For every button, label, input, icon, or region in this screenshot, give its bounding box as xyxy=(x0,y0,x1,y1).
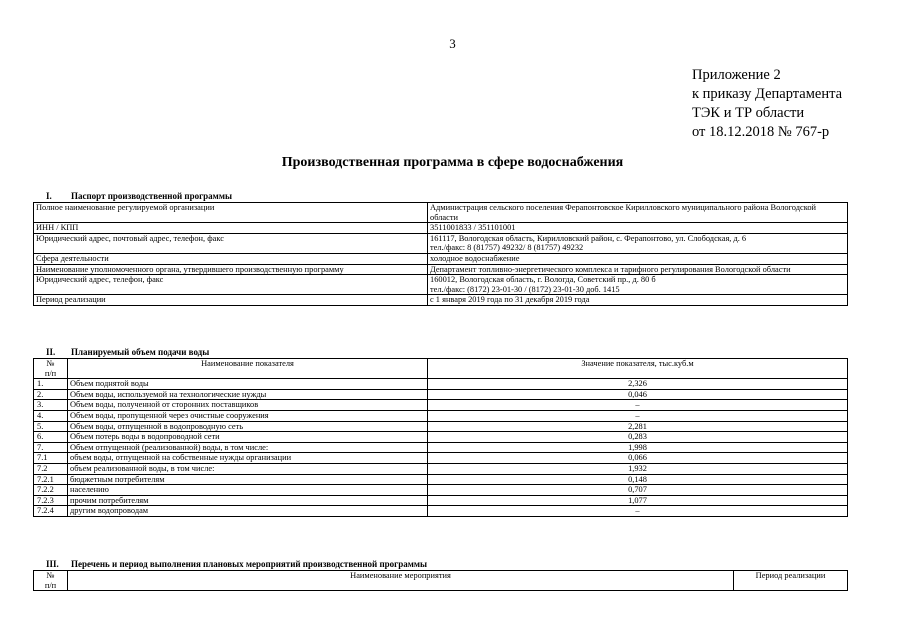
section-3-number: III. xyxy=(46,559,59,569)
row-number: 7. xyxy=(34,442,68,453)
row-value: 1,077 xyxy=(428,495,848,506)
measures-table xyxy=(33,570,848,591)
table-row xyxy=(34,233,848,253)
row-number: 7.2.2 xyxy=(34,485,68,496)
passport-value-cell xyxy=(428,275,848,295)
appendix-line-2: к приказу Департамента xyxy=(692,86,843,102)
column-header-number xyxy=(34,359,68,379)
row-number: 7.2 xyxy=(34,463,68,474)
header-num-line-2: п/п xyxy=(44,368,57,378)
header-num-line-1: № xyxy=(46,359,55,368)
row-value: 0,148 xyxy=(428,474,848,485)
table-row xyxy=(34,474,848,485)
row-number: 6. xyxy=(34,432,68,443)
row-number: 1. xyxy=(34,379,68,390)
table-row xyxy=(34,421,848,432)
passport-label: Полное наименование регулируемой организации xyxy=(34,203,428,223)
table-row xyxy=(34,295,848,306)
column-header-value: Значение показателя, тыс.куб.м xyxy=(428,359,848,379)
document-title: Производственная программа в сфере водоснабжения xyxy=(281,155,624,170)
row-value: 2,326 xyxy=(428,379,848,390)
table-row xyxy=(34,432,848,443)
row-name: бюджетным потребителям xyxy=(68,474,428,485)
row-value: – xyxy=(428,400,848,411)
row-value: 1,932 xyxy=(428,463,848,474)
row-number: 7.2.1 xyxy=(34,474,68,485)
row-name: объем реализованной воды, в том числе: xyxy=(68,463,428,474)
row-name: Объем отпущенной (реализованной) воды, в том числе: xyxy=(68,442,428,453)
row-name: объем воды, отпущенной на собственные нужды организации xyxy=(68,453,428,464)
row-name: другим водопроводам xyxy=(68,506,428,517)
row-value: – xyxy=(428,410,848,421)
table-row xyxy=(34,400,848,411)
table-row xyxy=(34,463,848,474)
row-name: прочим потребителям xyxy=(68,495,428,506)
table-row xyxy=(34,253,848,264)
passport-label: ИНН / КПП xyxy=(34,223,428,234)
section-3-title: Перечень и период выполнения плановых мероприятий производственной программы xyxy=(71,559,428,569)
row-value: 0,283 xyxy=(428,432,848,443)
water-volume-rows xyxy=(34,379,848,517)
passport-value-cell xyxy=(428,233,848,253)
row-name: Объем воды, пропущенной через очистные сооружения xyxy=(68,410,428,421)
table-header-row xyxy=(34,571,848,591)
column-header-number xyxy=(34,571,68,591)
appendix-line-1: Приложение 2 xyxy=(692,67,781,83)
table-row xyxy=(34,453,848,464)
table-row xyxy=(34,203,848,223)
passport-value: 3511001833 / 351101001 xyxy=(428,223,848,234)
row-number: 7.2.4 xyxy=(34,506,68,517)
table-row xyxy=(34,264,848,275)
row-value: 2,281 xyxy=(428,421,848,432)
section-1-title: Паспорт производственной программы xyxy=(71,191,232,201)
table-row xyxy=(34,389,848,400)
row-name: Объем потерь воды в водопроводной сети xyxy=(68,432,428,443)
passport-value: с 1 января 2019 года по 31 декабря 2019 года xyxy=(428,295,848,306)
passport-value: 160012, Вологодская область, г. Вологда, Советский пр., д. 80 б xyxy=(430,275,656,285)
row-number: 3. xyxy=(34,400,68,411)
row-name: Объем воды, полученной от сторонних поставщиков xyxy=(68,400,428,411)
table-row xyxy=(34,223,848,234)
table-row xyxy=(34,485,848,496)
table-header-row xyxy=(34,359,848,379)
column-header-measure: Наименование мероприятия xyxy=(68,571,734,591)
table-row xyxy=(34,379,848,390)
section-2-number: II. xyxy=(46,347,56,357)
row-value: 0,046 xyxy=(428,389,848,400)
section-1-heading xyxy=(33,191,232,201)
table-row xyxy=(34,495,848,506)
section-3-heading xyxy=(33,559,427,569)
appendix-line-3: ТЭК и ТР области xyxy=(692,105,805,121)
passport-value: Администрация сельского поселения Ферапонтовское Кирилловского муниципального района Вологодской области xyxy=(428,203,848,223)
row-number: 4. xyxy=(34,410,68,421)
passport-value-phone: тел./факс: (8172) 23-01-30 / (8172) 23-01-30 доб. 1415 xyxy=(430,284,620,294)
appendix-block xyxy=(692,66,842,142)
row-number: 7.2.3 xyxy=(34,495,68,506)
table-row xyxy=(34,506,848,517)
row-name: Объем воды, отпущенной в водопроводную сеть xyxy=(68,421,428,432)
row-value: 0,707 xyxy=(428,485,848,496)
table-row xyxy=(34,410,848,421)
passport-label: Наименование уполномоченного органа, утвердившего производственную программу xyxy=(34,264,428,275)
passport-label: Юридический адрес, почтовый адрес, телефон, факс xyxy=(34,233,428,253)
passport-value-phone: тел./факс: 8 (81757) 49232/ 8 (81757) 49232 xyxy=(430,243,584,253)
passport-value: 161117, Вологодская область, Кирилловский район, с. Ферапонтово, ул. Слободская, д. 6 xyxy=(430,233,747,243)
row-number: 2. xyxy=(34,389,68,400)
passport-table xyxy=(33,202,848,306)
row-number: 5. xyxy=(34,421,68,432)
row-value: 1,998 xyxy=(428,442,848,453)
passport-value: Департамент топливно-энергетического комплекса и тарифного регулирования Вологодской области xyxy=(428,264,848,275)
row-name: населению xyxy=(68,485,428,496)
water-volume-table xyxy=(33,358,848,517)
passport-value: холодное водоснабжение xyxy=(428,253,848,264)
page-number: 3 xyxy=(449,36,456,51)
row-value: 0,066 xyxy=(428,453,848,464)
table-row xyxy=(34,275,848,295)
section-2-title: Планируемый объем подачи воды xyxy=(71,347,210,357)
header-num-line-1: № xyxy=(46,571,55,580)
column-header-name: Наименование показателя xyxy=(68,359,428,379)
section-1-number: I. xyxy=(46,191,52,201)
table-row xyxy=(34,442,848,453)
row-name: Объем поднятой воды xyxy=(68,379,428,390)
passport-label: Период реализации xyxy=(34,295,428,306)
row-value: – xyxy=(428,506,848,517)
passport-label: Юридический адрес, телефон, факс xyxy=(34,275,428,295)
row-name: Объем воды, используемой на технологические нужды xyxy=(68,389,428,400)
appendix-line-4: от 18.12.2018 № 767-р xyxy=(692,124,830,140)
row-number: 7.1 xyxy=(34,453,68,464)
column-header-period: Период реализации xyxy=(734,571,848,591)
passport-label: Сфера деятельности xyxy=(34,253,428,264)
section-2-heading xyxy=(33,347,209,357)
header-num-line-2: п/п xyxy=(44,580,57,590)
